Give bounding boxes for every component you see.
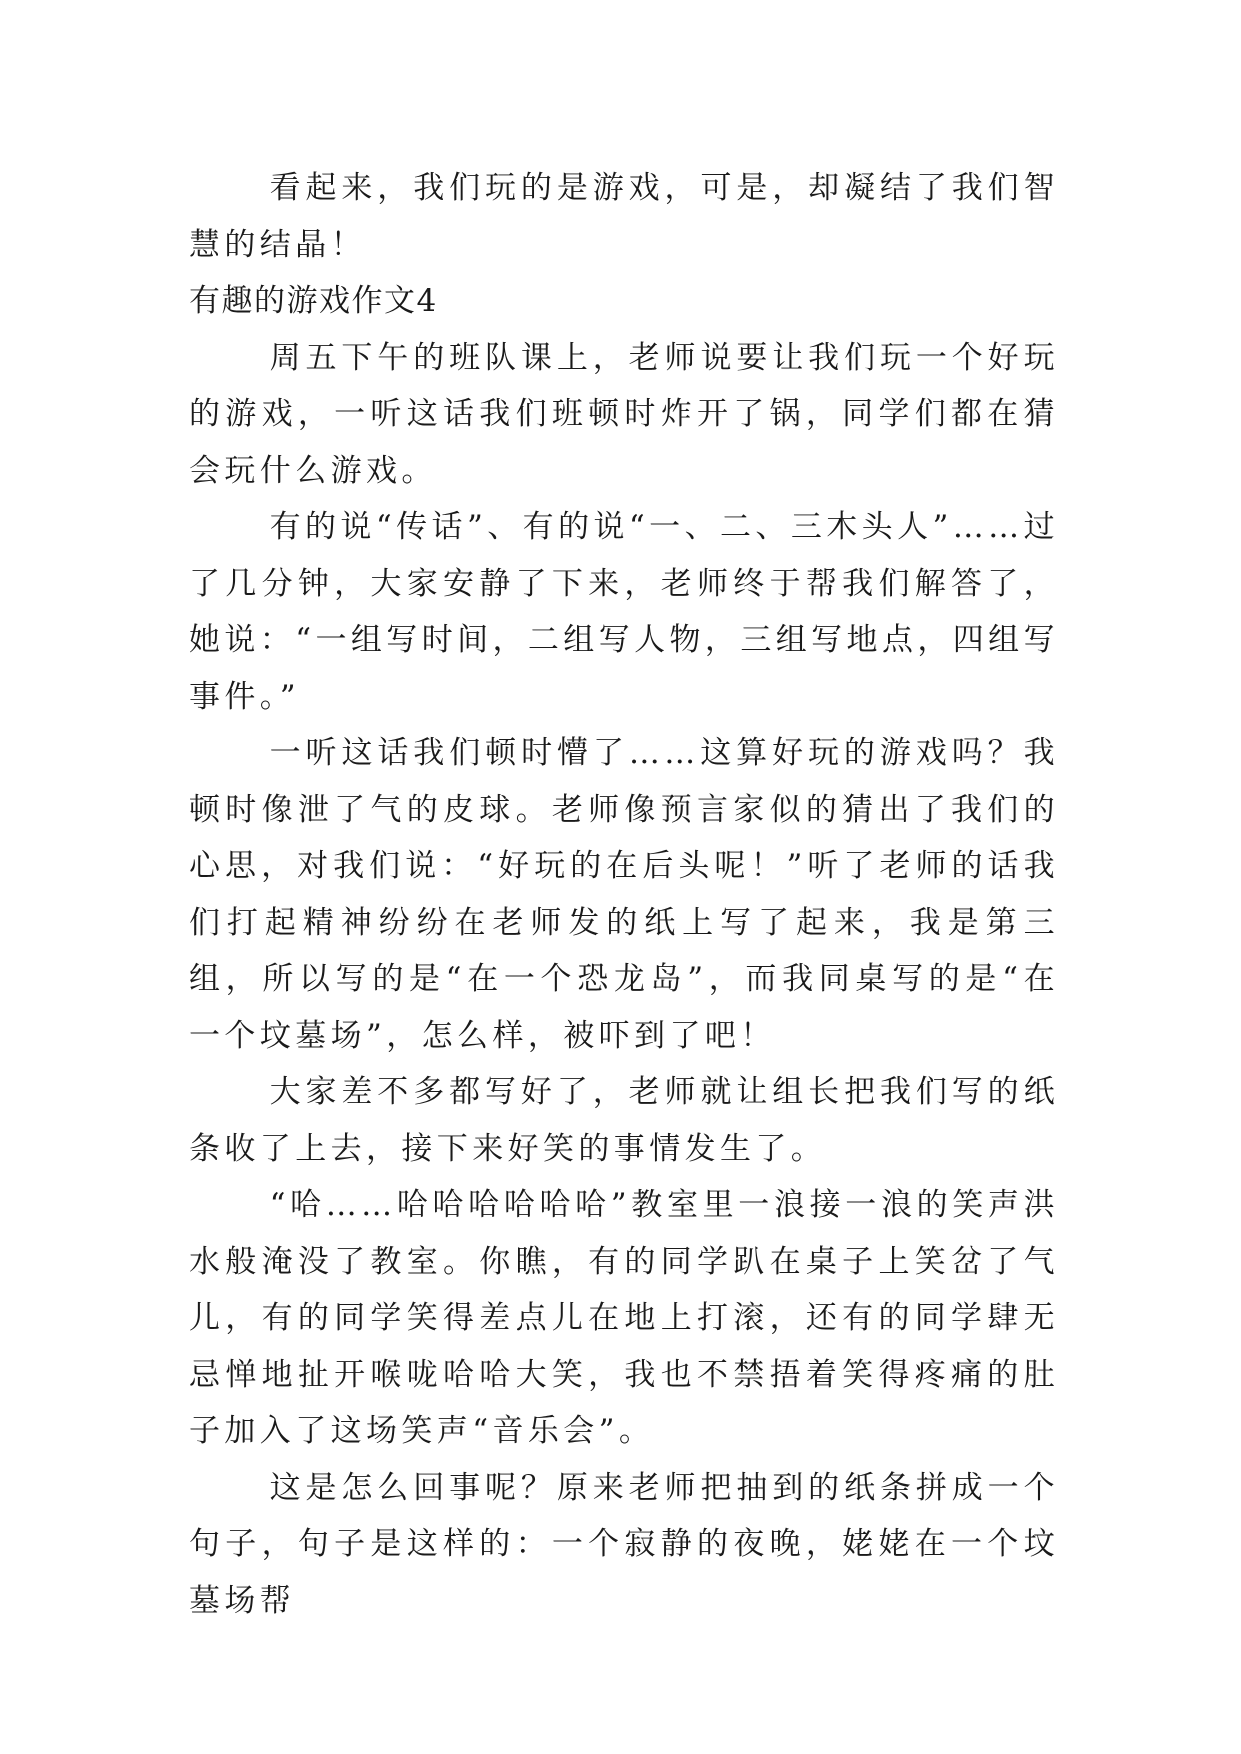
paragraph: 大家差不多都写好了，老师就让组长把我们写的纸条收了上去，接下来好笑的事情发生了。 bbox=[189, 1074, 1059, 1167]
paragraph: 周五下午的班队课上，老师说要让我们玩一个好玩的游戏，一听这话我们班顿时炸开了锅，同学们都在猜会玩什么游戏。 bbox=[189, 339, 1059, 489]
paragraph: 有的说“传话”、有的说“一、二、三木头人”……过了几分钟，大家安静了下来，老师终于帮我们解答了，她说：“一组写时间，二组写人物，三组写地点，四组写事件。” bbox=[189, 509, 1059, 715]
paragraph: 一听这话我们顿时懵了……这算好玩的游戏吗？我顿时像泄了气的皮球。老师像预言家似的猜出了我们的心思，对我们说：“好玩的在后头呢！”听了老师的话我们打起精神纷纷在老师发的纸上写了起来，我是第三组，所以写的是“在一个恐龙岛”，而我同桌写的是“在一个坟墓场”，怎么样，被吓到了吧！ bbox=[189, 735, 1059, 1054]
section-heading: 有趣的游戏作文4 bbox=[189, 283, 438, 319]
paragraph: “哈……哈哈哈哈哈哈”教室里一浪接一浪的笑声洪水般淹没了教室。你瞧，有的同学趴在桌子上笑岔了气儿，有的同学笑得差点儿在地上打滚，还有的同学肆无忌惮地扯开喉咙哈哈大笑，我也不禁捂着笑得疼痛的肚子加入了这场笑声“音乐会”。 bbox=[189, 1187, 1059, 1449]
paragraph: 看起来，我们玩的是游戏，可是，却凝结了我们智慧的结晶！ bbox=[189, 170, 1059, 263]
paragraph: 这是怎么回事呢？原来老师把抽到的纸条拼成一个句子，句子是这样的：一个寂静的夜晚，姥姥在一个坟墓场帮 bbox=[189, 1469, 1059, 1619]
document-body bbox=[189, 160, 1059, 1629]
